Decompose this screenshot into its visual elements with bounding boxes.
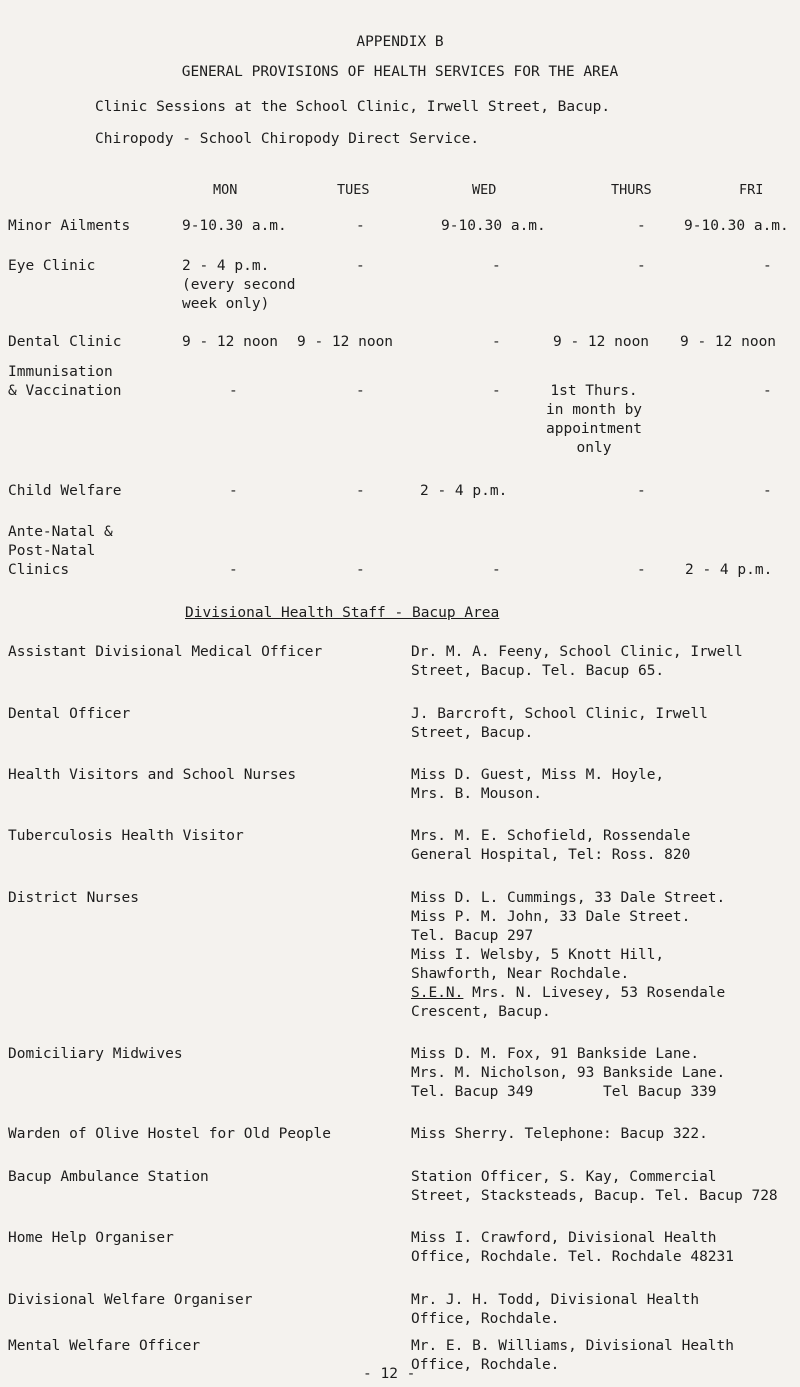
row-label-eye-clinic: Eye Clinic [8,258,96,274]
cell-ante-natal-mon: - [229,562,238,578]
staff-details: Miss D. L. Cummings, 33 Dale Street. Miss P. M. John, 33 Dale Street. Tel. Bacup 297 Miss I. Welsby, 5 Knott Hill, Shawforth, Near Rochdale. [411,890,726,982]
cell-minor-ailments-wed: 9-10.30 a.m. [441,218,546,234]
staff-role: Dental Officer [8,706,131,722]
staff-role: Tuberculosis Health Visitor [8,828,244,844]
cell-minor-ailments-tues: - [356,218,365,234]
row-label-dental-clinic: Dental Clinic [8,334,122,350]
cell-child-welfare-tues: - [356,483,365,499]
staff-role: Mental Welfare Officer [8,1338,201,1354]
staff-details: Dr. M. A. Feeny, School Clinic, Irwell Street, Bacup. Tel. Bacup 65. [411,644,743,679]
staff-role: Assistant Divisional Medical Officer [8,644,323,660]
cell-dental-clinic-mon: 9 - 12 noon [182,334,279,350]
page-number: - 12 - [363,1366,416,1382]
cell-dental-clinic-wed: - [492,334,501,350]
cell-dental-clinic-thurs: 9 - 12 noon [553,334,650,350]
sen-details-text: Mrs. N. Livesey, 53 Rosendale Crescent, Bacup. [411,985,726,1020]
subtitle-clinic-sessions: Clinic Sessions at the School Clinic, Irwell Street, Bacup. [95,99,611,115]
staff-details: Station Officer, S. Kay, Commercial Street, Stacksteads, Bacup. Tel. Bacup 728 [411,1169,778,1204]
sen-qualification: S.E.N. [411,985,464,1001]
day-header-mon: MON [213,182,238,198]
day-header-tues: TUES [337,182,370,198]
cell-immunisation-fri: - [763,383,772,399]
staff-details: Mr. J. H. Todd, Divisional Health Office, Rochdale. [411,1292,700,1327]
cell-eye-clinic-wed: - [492,258,501,274]
cell-immunisation-tues: - [356,383,365,399]
cell-child-welfare-fri: - [763,483,772,499]
cell-child-welfare-mon: - [229,483,238,499]
cell-ante-natal-wed: - [492,562,501,578]
staff-role: Warden of Olive Hostel for Old People [8,1126,332,1142]
staff-details: Miss D. M. Fox, 91 Bankside Lane. Mrs. M. Nicholson, 93 Bankside Lane. Tel. Bacup 349 Tel Bacup 339 [411,1046,726,1100]
row-label-immunisation: Immunisation & Vaccination [8,364,122,399]
day-header-thurs: THURS [611,182,652,198]
cell-eye-clinic-thurs: - [637,258,646,274]
cell-child-welfare-wed: 2 - 4 p.m. [420,483,508,499]
cell-minor-ailments-fri: 9-10.30 a.m. [684,218,789,234]
cell-ante-natal-tues: - [356,562,365,578]
row-label-ante-natal: Ante-Natal & Post-Natal Clinics [8,524,113,578]
staff-role: Home Help Organiser [8,1230,174,1246]
staff-role: Health Visitors and School Nurses [8,767,297,783]
cell-dental-clinic-fri: 9 - 12 noon [680,334,777,350]
cell-eye-clinic-tues: - [356,258,365,274]
staff-details: Mr. E. B. Williams, Divisional Health Office, Rochdale. [411,1338,735,1373]
cell-minor-ailments-thurs: - [637,218,646,234]
page-title: GENERAL PROVISIONS OF HEALTH SERVICES FOR THE AREA [181,64,619,80]
cell-minor-ailments-mon: 9-10.30 a.m. [182,218,287,234]
staff-details: Miss D. Guest, Miss M. Hoyle, Mrs. B. Mouson. [411,767,665,802]
cell-ante-natal-fri: 2 - 4 p.m. [685,562,773,578]
staff-details: Miss I. Crawford, Divisional Health Office, Rochdale. Tel. Rochdale 48231 [411,1230,735,1265]
staff-details: Miss Sherry. Telephone: Bacup 322. [411,1126,708,1142]
day-header-fri: FRI [739,182,764,198]
appendix-heading: APPENDIX B [356,34,444,50]
subtitle-chiropody: Chiropody - School Chiropody Direct Service. [95,131,480,147]
day-header-wed: WED [472,182,497,198]
staff-details [411,984,725,1022]
cell-eye-clinic-fri: - [763,258,772,274]
staff-heading: Divisional Health Staff - Bacup Area [185,605,500,621]
cell-ante-natal-thurs: - [637,562,646,578]
staff-details: Mrs. M. E. Schofield, Rossendale General Hospital, Tel: Ross. 820 [411,828,691,863]
cell-immunisation-thurs: 1st Thurs. in month by appointment only [546,383,643,456]
cell-eye-clinic-mon: 2 - 4 p.m. (every second week only) [182,258,296,312]
staff-role: Bacup Ambulance Station [8,1169,209,1185]
staff-role: District Nurses [8,890,139,906]
cell-child-welfare-thurs: - [637,483,646,499]
row-label-minor-ailments: Minor Ailments [8,218,131,234]
staff-role: Domiciliary Midwives [8,1046,183,1062]
cell-immunisation-mon: - [229,383,238,399]
row-label-child-welfare: Child Welfare [8,483,122,499]
cell-dental-clinic-tues: 9 - 12 noon [297,334,394,350]
cell-immunisation-wed: - [492,383,501,399]
staff-details: J. Barcroft, School Clinic, Irwell Street, Bacup. [411,706,708,741]
staff-role: Divisional Welfare Organiser [8,1292,253,1308]
